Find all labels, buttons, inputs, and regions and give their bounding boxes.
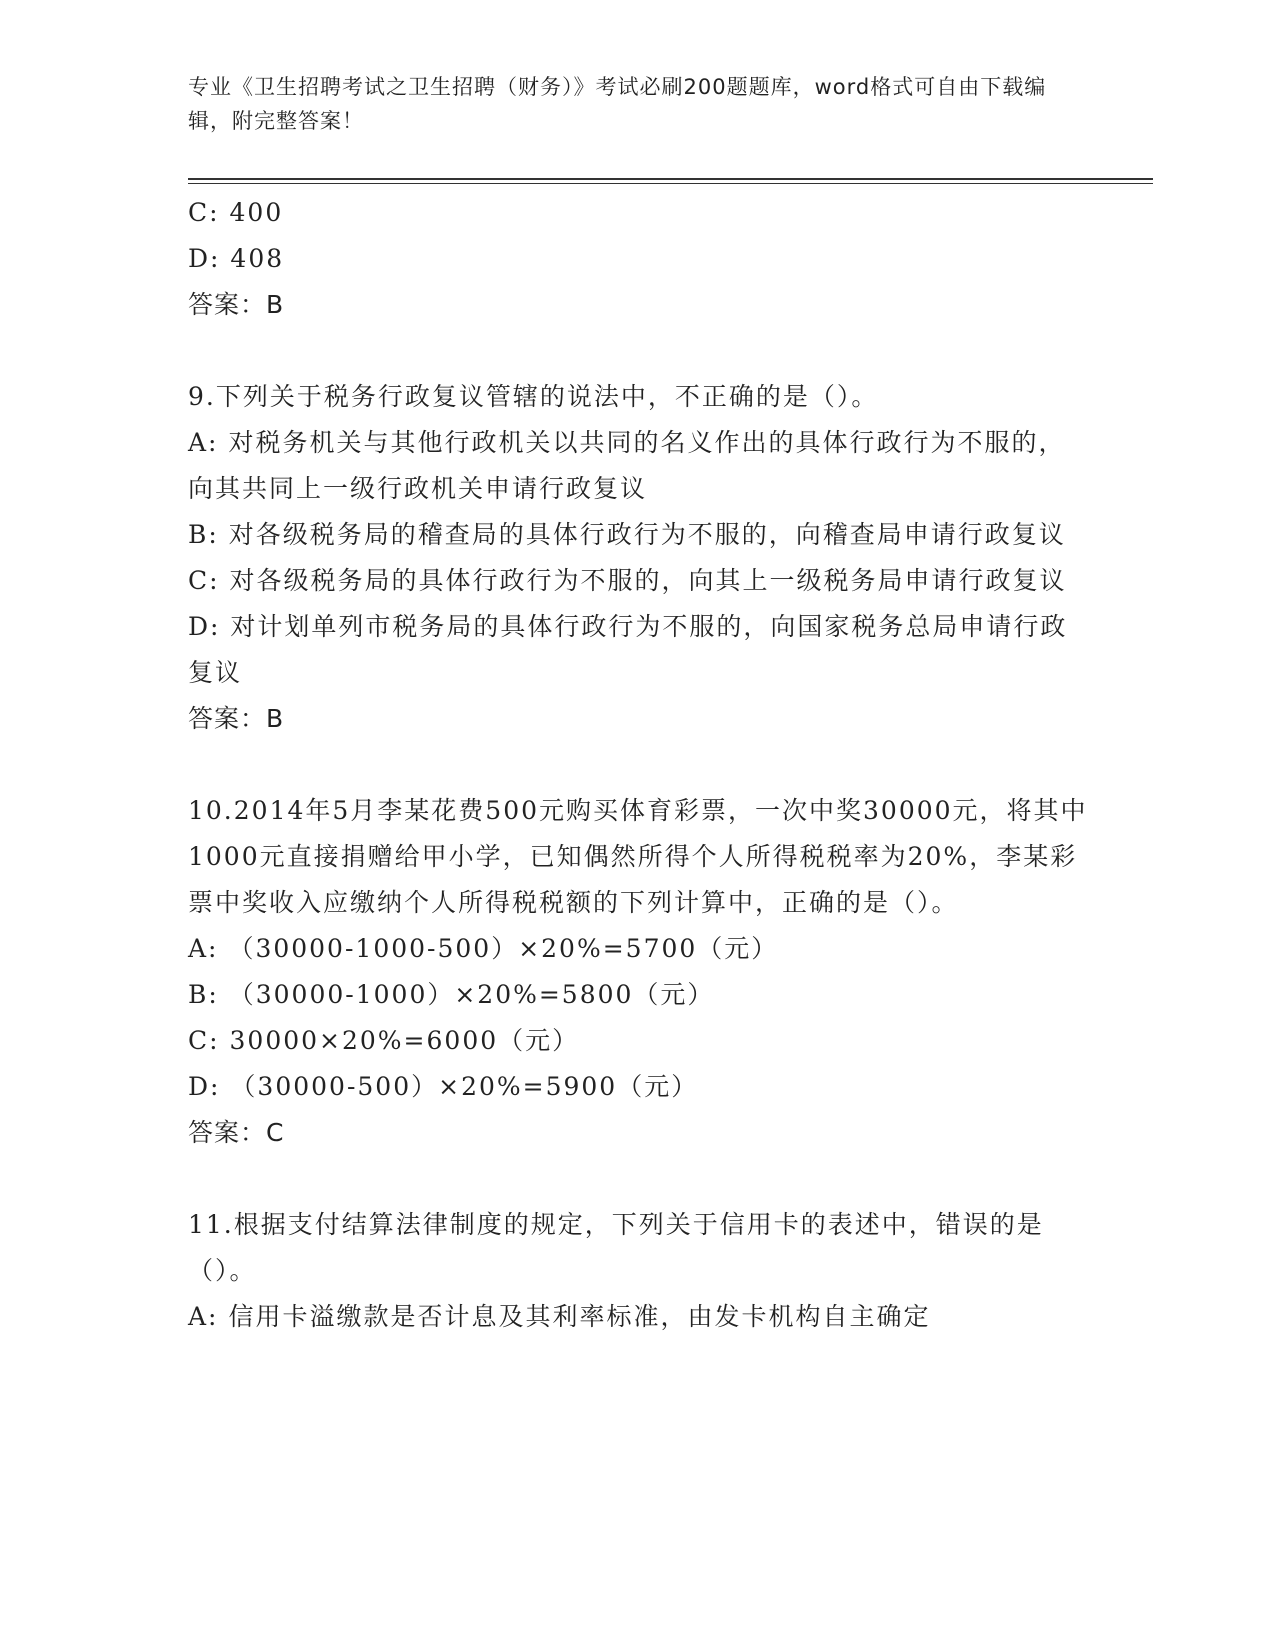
- option-label: A:: [188, 934, 219, 963]
- document-body: [188, 190, 1088, 1340]
- option-text: 对各级税务局的具体行政行为不服的，向其上一级税务局申请行政复议: [229, 566, 1067, 595]
- question-10: [188, 788, 1088, 1156]
- option-d: [188, 236, 1088, 282]
- answer-line: 答案：C: [188, 1118, 285, 1147]
- option-text: （30000-500）×20%=5900（元）: [230, 1072, 699, 1101]
- option-text: 30000×20%=6000（元）: [229, 1026, 580, 1055]
- option-text: （30000-1000-500）×20%=5700（元）: [228, 934, 779, 963]
- header-rule-thick: [188, 178, 1153, 180]
- option-label: C:: [188, 1026, 220, 1055]
- answer-line: 答案：B: [188, 290, 285, 319]
- question-stem: 11.根据支付结算法律制度的规定，下列关于信用卡的表述中，错误的是（）。: [188, 1210, 1044, 1285]
- question-stem: 9.下列关于税务行政复议管辖的说法中，不正确的是（）。: [188, 382, 879, 411]
- option-text: 信用卡溢缴款是否计息及其利率标准，由发卡机构自主确定: [228, 1302, 931, 1331]
- option-text: 408: [230, 244, 285, 273]
- option-a: [188, 926, 1088, 972]
- question-11: [188, 1202, 1088, 1340]
- option-label: A:: [188, 1302, 219, 1331]
- option-label: D:: [188, 612, 221, 641]
- option-label: D:: [188, 1072, 221, 1101]
- option-label: A:: [188, 428, 219, 457]
- option-text: 对税务机关与其他行政机关以共同的名义作出的具体行政行为不服的，向其共同上一级行政机关申请行政复议: [188, 428, 1066, 503]
- option-text: 对计划单列市税务局的具体行政行为不服的，向国家税务总局申请行政复议: [188, 612, 1068, 687]
- option-a: [188, 420, 1088, 512]
- option-b: [188, 972, 1088, 1018]
- option-d: [188, 604, 1088, 696]
- question-9: [188, 374, 1088, 742]
- answer-line: 答案：B: [188, 704, 285, 733]
- option-label: D:: [188, 244, 221, 273]
- option-c: [188, 1018, 1088, 1064]
- option-b: [188, 512, 1088, 558]
- question-stem: 10.2014年5月李某花费500元购买体育彩票，一次中奖30000元，将其中1000元直接捐赠给甲小学，已知偶然所得个人所得税税率为20%，李某彩票中奖收入应缴纳个人所得税税额的下列计算中，正确的是（）。: [188, 796, 1088, 917]
- option-label: B:: [188, 980, 219, 1009]
- option-c: [188, 558, 1088, 604]
- option-text: （30000-1000）×20%=5800（元）: [228, 980, 715, 1009]
- document-header: [188, 70, 1068, 138]
- header-title: 专业《卫生招聘考试之卫生招聘（财务）》考试必刷200题题库，word格式可自由下载编辑，附完整答案！: [188, 75, 1047, 133]
- option-text: 400: [229, 198, 284, 227]
- prev-question-tail: [188, 190, 1088, 328]
- option-label: B:: [188, 520, 219, 549]
- option-text: 对各级税务局的稽查局的具体行政行为不服的，向稽查局申请行政复议: [228, 520, 1066, 549]
- option-label: C:: [188, 566, 220, 595]
- option-c: [188, 190, 1088, 236]
- header-rule-thin: [188, 183, 1153, 184]
- option-label: C:: [188, 198, 220, 227]
- option-a: [188, 1294, 1088, 1340]
- option-d: [188, 1064, 1088, 1110]
